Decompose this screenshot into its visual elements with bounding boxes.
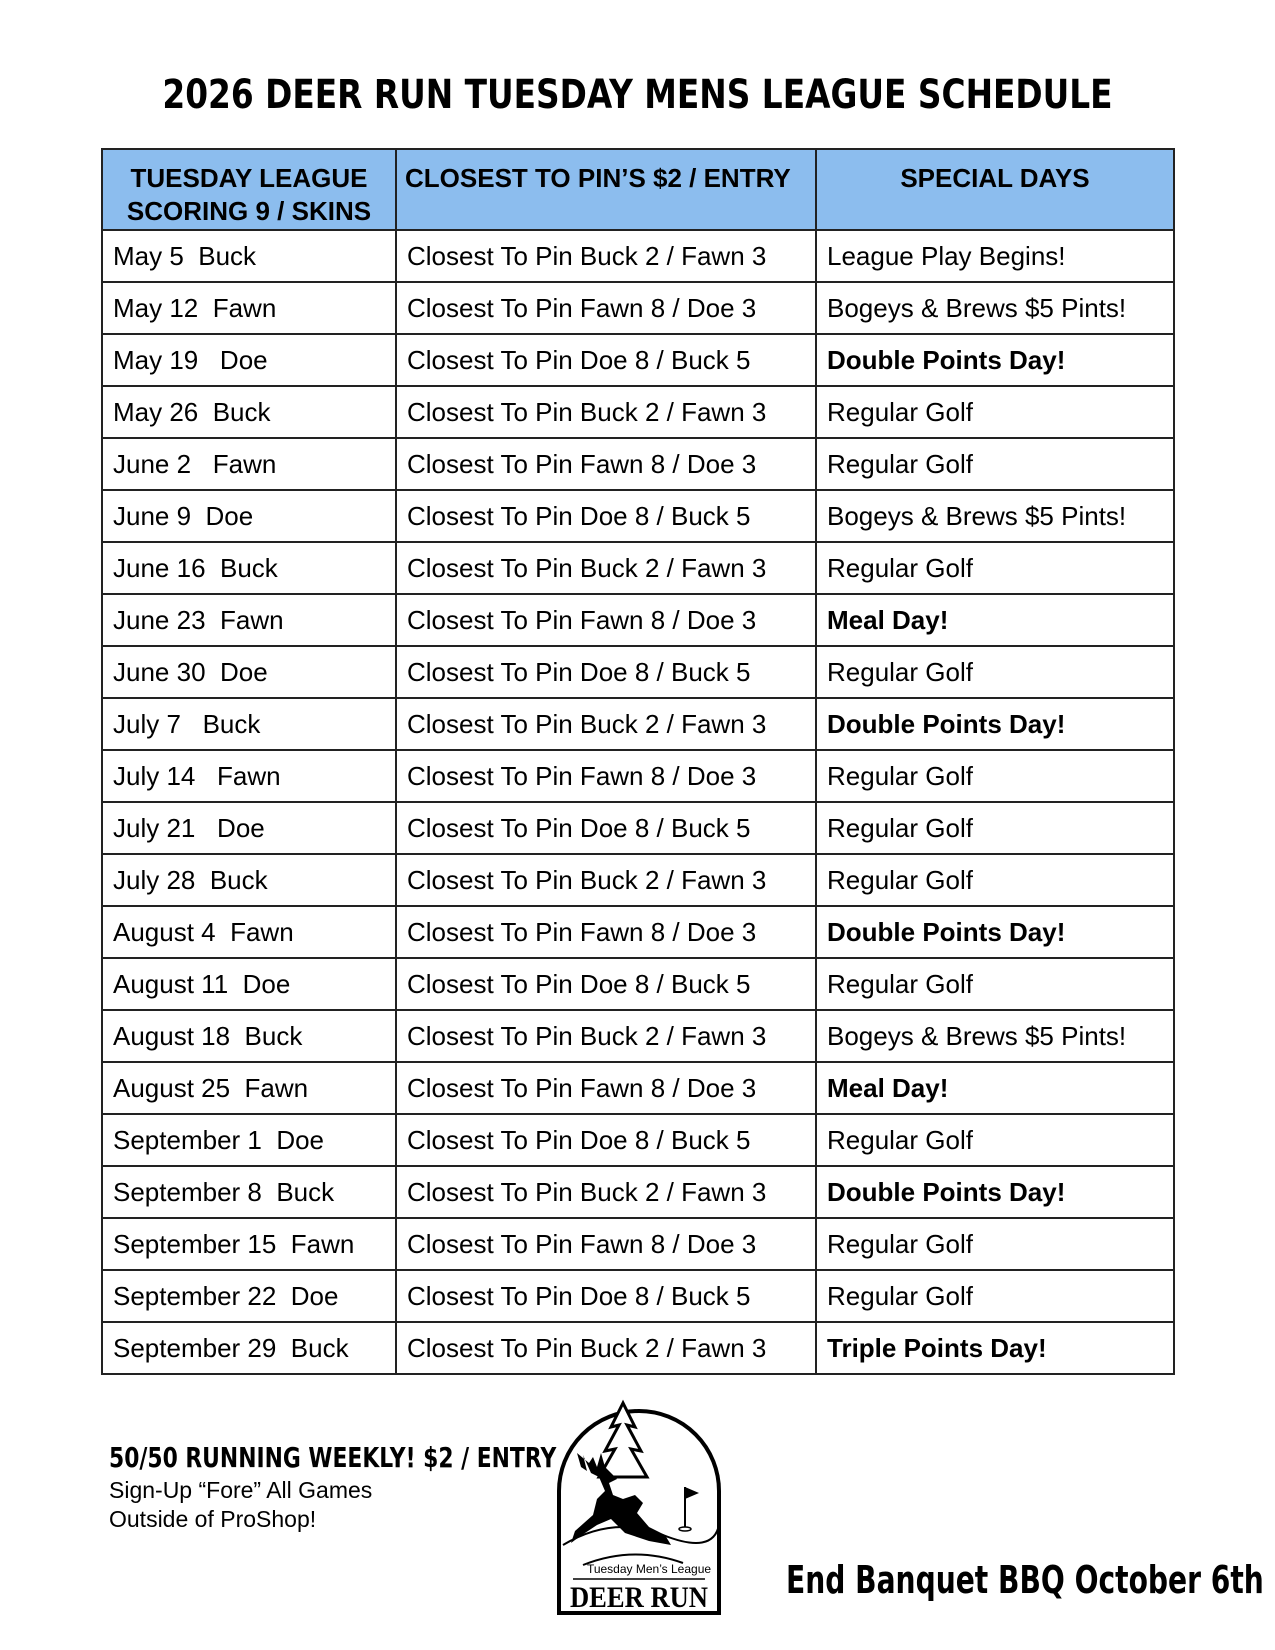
- logo-subtitle: Tuesday Men’s League: [586, 1562, 712, 1576]
- date-cell: August 18 Buck: [102, 1010, 396, 1062]
- table-row: [102, 542, 1174, 594]
- date-cell: May 26 Buck: [102, 386, 396, 438]
- date-cell: September 1 Doe: [102, 1114, 396, 1166]
- special-day-cell: Regular Golf: [816, 438, 1174, 490]
- table-row: [102, 334, 1174, 386]
- header-closest-pin-label: CLOSEST TO PIN’S $2 / ENTRY: [405, 163, 791, 193]
- special-day-cell: Regular Golf: [816, 958, 1174, 1010]
- table-row: [102, 230, 1174, 282]
- closest-pin-cell: Closest To Pin Fawn 8 / Doe 3: [396, 594, 816, 646]
- signup-line-2: Outside of ProShop!: [109, 1506, 317, 1532]
- closest-pin-cell: Closest To Pin Doe 8 / Buck 5: [396, 802, 816, 854]
- date-cell: September 29 Buck: [102, 1322, 396, 1374]
- closest-pin-cell: Closest To Pin Doe 8 / Buck 5: [396, 1270, 816, 1322]
- date-cell: July 7 Buck: [102, 698, 396, 750]
- special-day-cell: Regular Golf: [816, 750, 1174, 802]
- table-row: [102, 750, 1174, 802]
- special-day-cell: Bogeys & Brews $5 Pints!: [816, 1010, 1174, 1062]
- header-league-line2: SCORING 9 / SKINS: [126, 196, 372, 226]
- fifty-fifty-text: 50/50 RUNNING WEEKLY! $2 / ENTRY: [109, 1441, 557, 1474]
- signup-line-1: Sign-Up “Fore” All Games: [109, 1477, 373, 1503]
- closest-pin-cell: Closest To Pin Doe 8 / Buck 5: [396, 1114, 816, 1166]
- logo-flag-icon: [685, 1487, 699, 1499]
- special-day-cell: Meal Day!: [816, 594, 1174, 646]
- special-day-cell: Regular Golf: [816, 854, 1174, 906]
- logo-hole-icon: [679, 1527, 691, 1531]
- date-cell: June 23 Fawn: [102, 594, 396, 646]
- table-row: [102, 646, 1174, 698]
- closest-pin-cell: Closest To Pin Buck 2 / Fawn 3: [396, 698, 816, 750]
- date-cell: May 12 Fawn: [102, 282, 396, 334]
- table-row: [102, 1114, 1174, 1166]
- table-row: [102, 958, 1174, 1010]
- header-league-line1: TUESDAY LEAGUE: [130, 163, 368, 193]
- special-day-cell: Regular Golf: [816, 1114, 1174, 1166]
- deer-run-logo: [553, 1395, 725, 1617]
- table-row: [102, 1322, 1174, 1374]
- special-day-cell: Double Points Day!: [816, 1166, 1174, 1218]
- logo-pine-tree: [599, 1403, 647, 1477]
- table-row: [102, 1010, 1174, 1062]
- special-day-cell: Regular Golf: [816, 802, 1174, 854]
- table-row: [102, 1062, 1174, 1114]
- table-row: [102, 282, 1174, 334]
- closest-pin-cell: Closest To Pin Buck 2 / Fawn 3: [396, 1166, 816, 1218]
- date-cell: May 19 Doe: [102, 334, 396, 386]
- closest-pin-cell: Closest To Pin Doe 8 / Buck 5: [396, 490, 816, 542]
- header-row: [102, 149, 1174, 230]
- date-cell: June 30 Doe: [102, 646, 396, 698]
- closest-pin-cell: Closest To Pin Buck 2 / Fawn 3: [396, 230, 816, 282]
- table-row: [102, 1270, 1174, 1322]
- closest-pin-cell: Closest To Pin Fawn 8 / Doe 3: [396, 282, 816, 334]
- closest-pin-cell: Closest To Pin Doe 8 / Buck 5: [396, 334, 816, 386]
- table-row: [102, 802, 1174, 854]
- date-cell: August 4 Fawn: [102, 906, 396, 958]
- table-row: [102, 906, 1174, 958]
- special-day-cell: Double Points Day!: [816, 906, 1174, 958]
- special-day-cell: Double Points Day!: [816, 334, 1174, 386]
- date-cell: June 2 Fawn: [102, 438, 396, 490]
- header-special-days-label: SPECIAL DAYS: [900, 163, 1090, 193]
- table-row: [102, 386, 1174, 438]
- closest-pin-cell: Closest To Pin Fawn 8 / Doe 3: [396, 438, 816, 490]
- special-day-cell: Double Points Day!: [816, 698, 1174, 750]
- special-day-cell: League Play Begins!: [816, 230, 1174, 282]
- special-day-cell: Regular Golf: [816, 542, 1174, 594]
- date-cell: September 8 Buck: [102, 1166, 396, 1218]
- closest-pin-cell: Closest To Pin Buck 2 / Fawn 3: [396, 1010, 816, 1062]
- special-day-cell: Regular Golf: [816, 1270, 1174, 1322]
- special-day-cell: Regular Golf: [816, 1218, 1174, 1270]
- date-cell: September 22 Doe: [102, 1270, 396, 1322]
- banquet-text: End Banquet BBQ October 6th: [786, 1558, 1264, 1602]
- schedule-table: [101, 148, 1175, 1375]
- date-cell: July 21 Doe: [102, 802, 396, 854]
- table-row: [102, 438, 1174, 490]
- date-cell: June 9 Doe: [102, 490, 396, 542]
- special-day-cell: Regular Golf: [816, 386, 1174, 438]
- date-cell: July 14 Fawn: [102, 750, 396, 802]
- table-row: [102, 1166, 1174, 1218]
- closest-pin-cell: Closest To Pin Buck 2 / Fawn 3: [396, 1322, 816, 1374]
- closest-pin-cell: Closest To Pin Doe 8 / Buck 5: [396, 646, 816, 698]
- logo-title: DEER RUN: [570, 1581, 709, 1614]
- special-day-cell: Regular Golf: [816, 646, 1174, 698]
- date-cell: August 25 Fawn: [102, 1062, 396, 1114]
- table-row: [102, 490, 1174, 542]
- table-row: [102, 1218, 1174, 1270]
- closest-pin-cell: Closest To Pin Fawn 8 / Doe 3: [396, 750, 816, 802]
- date-cell: July 28 Buck: [102, 854, 396, 906]
- special-day-cell: Triple Points Day!: [816, 1322, 1174, 1374]
- closest-pin-cell: Closest To Pin Fawn 8 / Doe 3: [396, 906, 816, 958]
- closest-pin-cell: Closest To Pin Fawn 8 / Doe 3: [396, 1218, 816, 1270]
- closest-pin-cell: Closest To Pin Buck 2 / Fawn 3: [396, 542, 816, 594]
- date-cell: May 5 Buck: [102, 230, 396, 282]
- date-cell: August 11 Doe: [102, 958, 396, 1010]
- date-cell: September 15 Fawn: [102, 1218, 396, 1270]
- header-special-days: [816, 149, 1174, 230]
- header-closest-pin: [396, 149, 816, 230]
- page-title: 2026 DEER RUN TUESDAY MENS LEAGUE SCHEDULE: [162, 72, 1113, 118]
- table-row: [102, 594, 1174, 646]
- table-row: [102, 854, 1174, 906]
- header-league: [102, 149, 396, 230]
- date-cell: June 16 Buck: [102, 542, 396, 594]
- special-day-cell: Bogeys & Brews $5 Pints!: [816, 490, 1174, 542]
- table-row: [102, 698, 1174, 750]
- special-day-cell: Bogeys & Brews $5 Pints!: [816, 282, 1174, 334]
- closest-pin-cell: Closest To Pin Doe 8 / Buck 5: [396, 958, 816, 1010]
- closest-pin-cell: Closest To Pin Fawn 8 / Doe 3: [396, 1062, 816, 1114]
- special-day-cell: Meal Day!: [816, 1062, 1174, 1114]
- closest-pin-cell: Closest To Pin Buck 2 / Fawn 3: [396, 854, 816, 906]
- closest-pin-cell: Closest To Pin Buck 2 / Fawn 3: [396, 386, 816, 438]
